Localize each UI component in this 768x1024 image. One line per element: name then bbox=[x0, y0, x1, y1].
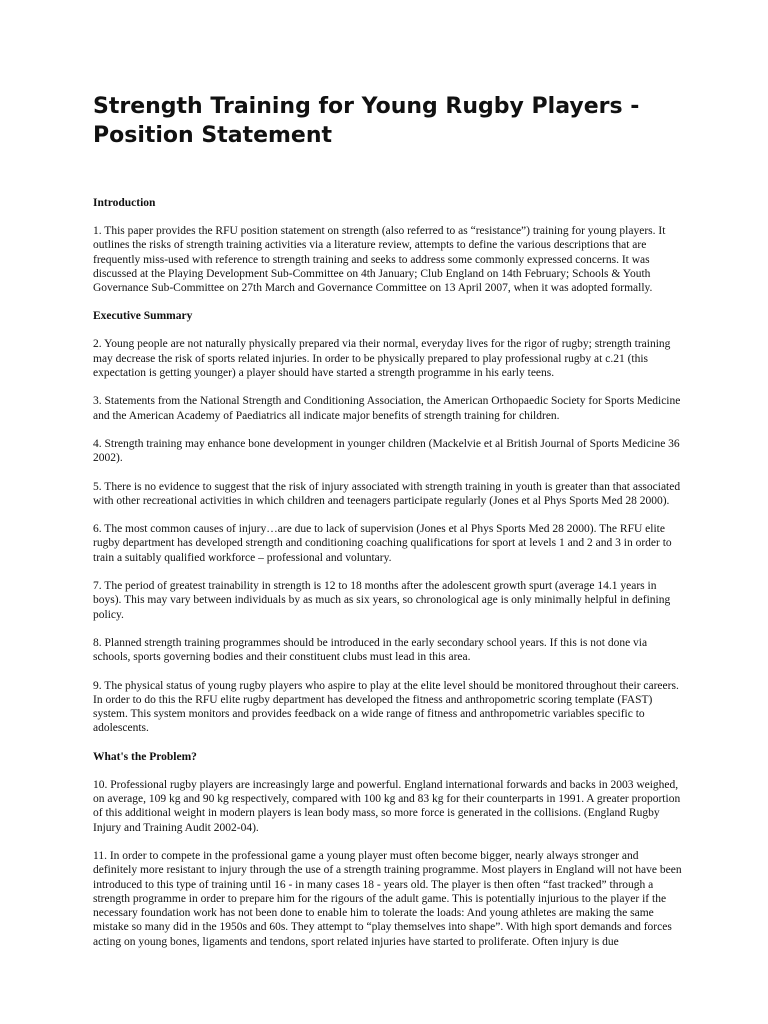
paragraph-5: 5. There is no evidence to suggest that the risk of injury associated with strength training in youth is greater than that associated with other recreational activities in which children and teenagers participate regularly (Jones et al Phys Sports Med 28 2000). bbox=[93, 480, 681, 507]
section-heading-introduction: Introduction bbox=[93, 197, 156, 209]
paragraph-1: 1. This paper provides the RFU position statement on strength (also referred to as “resistance”) training for young players. It outlines the risks of strength training activities via a literature review, attempts to define the various descriptions that are frequently miss-used with reference to strength training and seeks to address some commonly expressed concerns. It was discussed at the Playing Development Sub-Committee on 4th January; Club England on 14th February; Schools & Youth Governance Sub-Committee on 27th March and Governance Committee on 13 April 2007, when it was adopted formally. bbox=[93, 225, 666, 295]
paragraph-6: 6. The most common causes of injury…are due to lack of supervision (Jones et al Phys Sports Med 28 2000). The RFU elite rugby department has developed strength and conditioning coaching qualifications for sport at levels 1 and 2 and 3 in order to train a suitably qualified workforce – professional and voluntary. bbox=[93, 523, 672, 564]
document-page bbox=[93, 92, 683, 949]
paragraph-7: 7. The period of greatest trainability in strength is 12 to 18 months after the adolescent growth spurt (average 14.1 years in boys). This may vary between individuals by as much as six years, so chronological age is only minimally helpful in defining policy. bbox=[93, 580, 671, 621]
document-title: Strength Training for Young Rugby Players - Position Statement bbox=[93, 94, 640, 148]
paragraph-4: 4. Strength training may enhance bone development in younger children (Mackelvie et al British Journal of Sports Medicine 36 2002). bbox=[93, 437, 680, 465]
paragraph-3: 3. Statements from the National Strength and Conditioning Association, the American Orthopaedic Society for Sports Medicine and the American Academy of Paediatrics all indicate major benefits of strength training for children. bbox=[93, 395, 681, 422]
paragraph-8: 8. Planned strength training programmes should be introduced in the early secondary school years. If this is not done via schools, sports governing bodies and their constituent clubs must lead in this area. bbox=[93, 636, 648, 664]
section-heading-whats-the-problem: What's the Problem? bbox=[93, 750, 197, 763]
paragraph-11: 11. In order to compete in the professional game a young player must often become bigger, nearly always stronger and definitely more resistant to injury through the use of a strength training programme. Most players in England will not have been introduced to this type of training until 16 - in many cases 18 - years old. The player is then often “fast tracked” through a strength programme in order to prepare him for the rigours of the adult game. This is potentially injurious to the player if the necessary foundation work has not been done to enable him to tolerate the loads: And young athletes are making the same mistake so many did in the 1950s and 60s. They attempt to “play themselves into shape”. With high sport demands and forces acting on young bones, ligaments and tendons, sport related injuries have started to proliferate. Often injury is due bbox=[93, 849, 682, 948]
section-heading-executive-summary: Executive Summary bbox=[93, 310, 193, 323]
paragraph-10: 10. Professional rugby players are increasingly large and powerful. England international forwards and backs in 2003 weighed, on average, 109 kg and 90 kg respectively, compared with 100 kg and 83 kg for their counterparts in 1991. A greater proportion of this additional weight in modern players is lean body mass, so more force is generated in the collisions. (England Rugby Injury and Training Audit 2002-04). bbox=[93, 778, 681, 834]
paragraph-2: 2. Young people are not naturally physically prepared via their normal, everyday lives for the rigor of rugby; strength training may decrease the risk of sports related injuries. In order to be physically prepared to play professional rugby at c.21 (this expectation is getting younger) a player should have started a strength programme in his early teens. bbox=[93, 338, 671, 380]
paragraph-9: 9. The physical status of young rugby players who aspire to play at the elite level should be monitored throughout their careers. In order to do this the RFU elite rugby department has developed the fitness and anthropometric scoring template (FAST) system. This system monitors and provides feedback on a wide range of fitness and anthropometric variables specific to adolescents. bbox=[93, 679, 679, 735]
